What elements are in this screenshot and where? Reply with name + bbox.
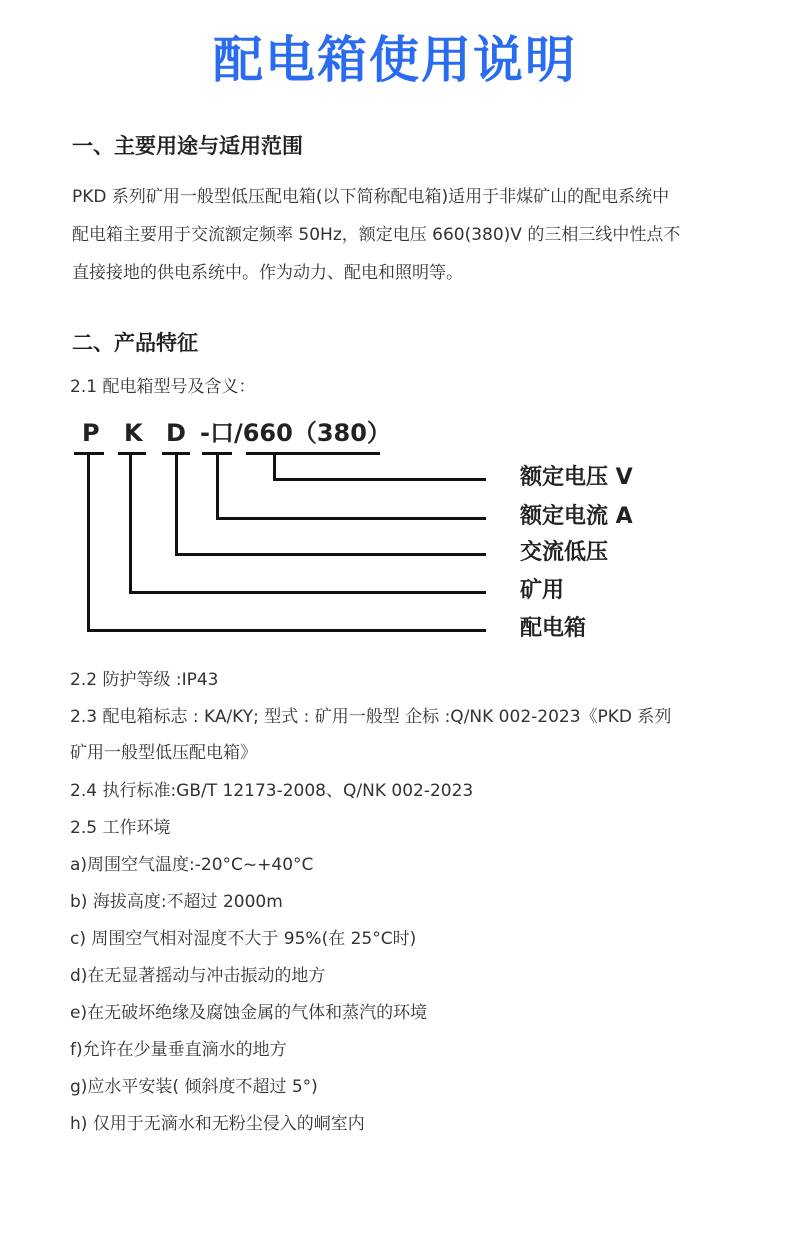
- spec-line: c) 周围空气相对湿度不大于 95%(在 25°C时): [70, 929, 417, 949]
- model-diagram: [0, 410, 790, 660]
- connector-k-horizontal: [129, 591, 486, 594]
- spec-line: h) 仅用于无滴水和无粉尘侵入的峒室内: [70, 1114, 365, 1134]
- underline-voltage: [246, 452, 380, 455]
- connector-voltage-horizontal: [273, 478, 486, 481]
- page-title: 配电箱使用说明: [213, 31, 577, 89]
- label-ac-low-voltage: 交流低压: [520, 540, 609, 565]
- connector-p-horizontal: [87, 629, 486, 632]
- spec-line: f)允许在少量垂直滴水的地方: [70, 1040, 287, 1060]
- spec-line: e)在无破坏绝缘及腐蚀金属的气体和蒸汽的环境: [70, 1003, 428, 1023]
- connector-p-vertical: [87, 452, 90, 632]
- model-caption: 2.1 配电箱型号及含义：: [70, 377, 256, 397]
- label-mining: 矿用: [520, 578, 565, 603]
- label-distribution-box: 配电箱: [520, 616, 587, 641]
- spec-line: 2.5 工作环境: [70, 818, 171, 838]
- spec-line: 2.2 防护等级 :IP43: [70, 670, 219, 690]
- connector-d-horizontal: [175, 553, 486, 556]
- spec-line: g)应水平安装( 倾斜度不超过 5°): [70, 1077, 318, 1097]
- usage-line: PKD 系列矿用一般型低压配电箱(以下简称配电箱)适用于非煤矿山的配电系统中: [72, 187, 670, 207]
- model-letter-d: D: [166, 419, 186, 447]
- underline-k: [118, 452, 146, 455]
- usage-line: 配电箱主要用于交流额定频率 50Hz，额定电压 660(380)V 的三相三线中性点不: [72, 225, 681, 245]
- section-heading-usage: 一、主要用途与适用范围: [72, 134, 303, 158]
- model-letter-p: P: [82, 419, 100, 447]
- connector-current-vertical: [216, 452, 219, 520]
- spec-line: 2.3 配电箱标志 : KA/KY; 型式 : 矿用一般型 企标 :Q/NK 002-2023《PKD 系列: [70, 707, 672, 727]
- usage-line: 直接接地的供电系统中。作为动力、配电和照明等。: [72, 263, 463, 283]
- spec-line: d)在无显著摇动与冲击振动的地方: [70, 966, 326, 986]
- connector-d-vertical: [175, 452, 178, 556]
- section-heading-features: 二、产品特征: [72, 331, 198, 355]
- label-rated-voltage: 额定电压 V: [520, 465, 633, 490]
- spec-line: 2.4 执行标准:GB/T 12173-2008、Q/NK 002-2023: [70, 781, 474, 801]
- connector-voltage-vertical: [273, 452, 276, 481]
- connector-k-vertical: [129, 452, 132, 594]
- spec-line: b) 海拔高度:不超过 2000m: [70, 892, 283, 912]
- label-rated-current: 额定电流 A: [520, 504, 633, 529]
- spec-line: 矿用一般型低压配电箱》: [70, 743, 257, 763]
- spec-line: a)周围空气温度:-20°C~+40°C: [70, 855, 314, 875]
- model-suffix: -口/660（380）: [200, 419, 391, 447]
- connector-current-horizontal: [216, 517, 486, 520]
- model-letter-k: K: [124, 419, 143, 447]
- usage-paragraph: [72, 178, 742, 292]
